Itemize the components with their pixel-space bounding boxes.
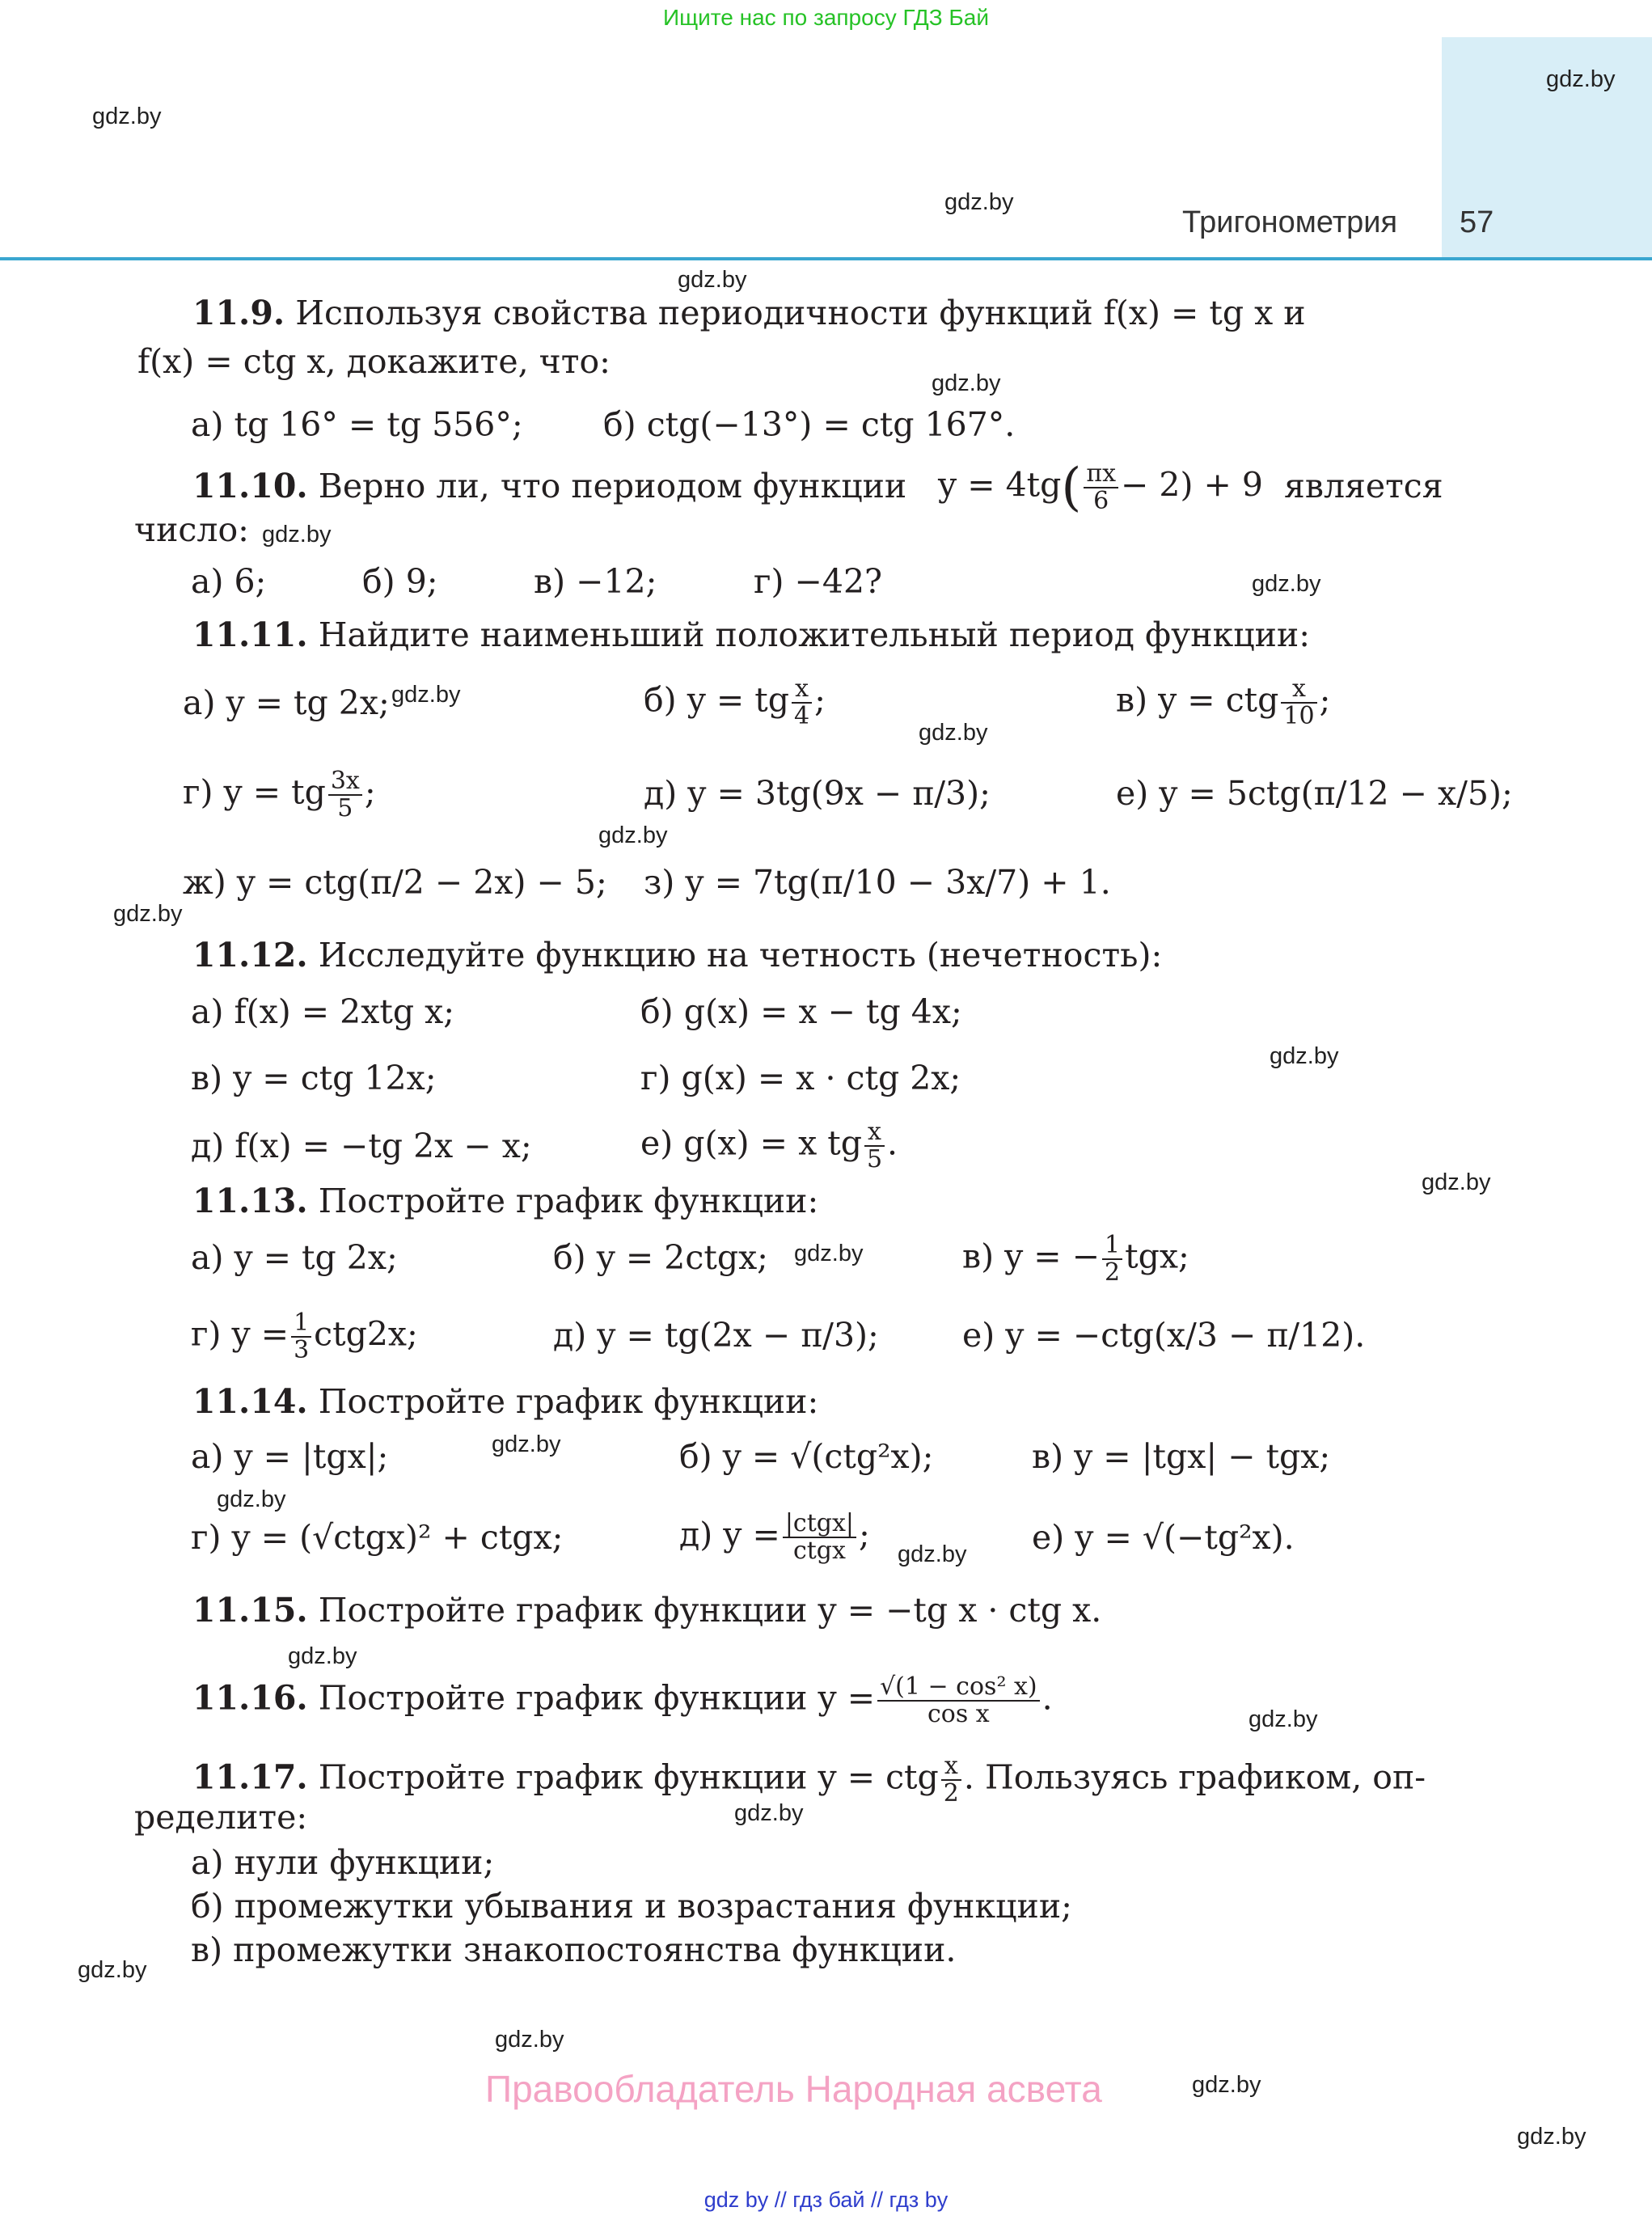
- fraction-den: 2: [1105, 1258, 1121, 1287]
- watermark: gdz.by: [1249, 1706, 1318, 1732]
- answer-e: д) f(x) = −tg 2x − x;: [191, 1127, 532, 1165]
- watermark: gdz.by: [794, 1241, 864, 1266]
- bottom-watermark: gdz by // гдз бай // гдз by: [703, 2188, 949, 2212]
- problem-number: 11.12.: [192, 936, 308, 975]
- problem-11-14: [192, 1381, 818, 1422]
- answer-a: а) y = tg 2x;: [191, 1238, 398, 1277]
- answer-b: б) g(x) = x − tg 4x;: [640, 992, 962, 1031]
- fraction: [877, 1674, 1040, 1727]
- fraction: [1281, 676, 1316, 729]
- problem-text: Исследуйте функцию на четность (нечетность):: [318, 936, 1163, 975]
- problem-number: 11.9.: [192, 294, 285, 332]
- watermark: gdz.by: [78, 1957, 147, 1983]
- answer-g: ж) y = ctg(π/2 − 2x) − 5;: [183, 863, 607, 902]
- fraction-den: 2: [943, 1779, 959, 1808]
- answer-c: в) y = ctg 12x;: [191, 1059, 437, 1097]
- answer-a: а) f(x) = 2xtg x;: [191, 992, 455, 1031]
- answer-d: г) y = (√ctgx)² + ctgx;: [191, 1518, 564, 1557]
- problem-number: 11.11.: [192, 615, 308, 654]
- problem-number: 11.16.: [192, 1678, 308, 1718]
- watermark: gdz.by: [495, 2027, 564, 2053]
- answer-c: в) промежутки знакопостоянства функции.: [191, 1930, 957, 1969]
- rights-holder: Правообладатель Народная асвета: [485, 2068, 1102, 2110]
- answer-f: е) y = √(−tg²x).: [1032, 1518, 1295, 1557]
- answer-b: б) промежутки убывания и возрастания функции;: [191, 1887, 1072, 1926]
- problem-11-9: [192, 293, 1306, 333]
- problem-text: Найдите наименьший положительный период функции:: [318, 615, 1311, 654]
- watermark: gdz.by: [598, 822, 668, 848]
- answer-text: г) y =: [191, 1314, 289, 1354]
- problem-number: 11.10.: [192, 467, 308, 505]
- answer-b: б) y = tg $\frac{x}{4}$ ;: [644, 674, 826, 730]
- fraction: [792, 676, 812, 729]
- fraction: [291, 1310, 311, 1364]
- fraction: [1084, 461, 1118, 514]
- watermark: gdz.by: [932, 370, 1001, 396]
- fraction-num: x: [1281, 676, 1316, 704]
- answer-c: в) y = |tgx| − tgx;: [1032, 1437, 1331, 1476]
- top-banner: Ищите нас по запросу ГДЗ Бай: [662, 5, 990, 30]
- section-title: Тригонометрия: [1182, 205, 1398, 239]
- problem-text: ределите:: [134, 1798, 308, 1837]
- problem-text: Постройте график функции y =: [318, 1678, 876, 1718]
- problem-text: Используя свойства периодичности функций f(x) = tg x и: [295, 294, 1306, 332]
- problem-11-16: 11.16. Постройте график функции y = $\frac{\text{√(1 − cos² x)}}{\text{cos x}}$ .: [192, 1672, 1053, 1728]
- answer-a: а) tg 16° = tg 556°;: [191, 405, 523, 444]
- answer-text: в) y = ctg: [1116, 680, 1279, 720]
- fraction-num: 3x: [328, 768, 362, 796]
- fraction-den: 3: [294, 1336, 310, 1364]
- problem-text: число:: [134, 510, 249, 549]
- fraction-num: 1: [1102, 1233, 1122, 1260]
- watermark: gdz.by: [944, 189, 1014, 215]
- fraction-num: πx: [1084, 461, 1118, 488]
- watermark: gdz.by: [1517, 2124, 1587, 2150]
- answer-c: [962, 1233, 1189, 1286]
- problem-11-10: [192, 466, 906, 506]
- watermark: gdz.by: [919, 720, 988, 746]
- fraction: [328, 768, 362, 822]
- fraction-den: 4: [794, 702, 810, 730]
- watermark: gdz.by: [1192, 2072, 1261, 2098]
- watermark: gdz.by: [1270, 1043, 1339, 1069]
- watermark: gdz.by: [288, 1643, 357, 1669]
- problem-11-11: [192, 615, 1310, 655]
- fraction: [941, 1753, 961, 1807]
- answer-text: ctg2x;: [314, 1314, 418, 1354]
- fraction-den: cos x: [927, 1700, 990, 1728]
- problem-text: Постройте график функции:: [318, 1382, 819, 1421]
- problem-text: Верно ли, что периодом функции: [318, 467, 907, 505]
- answer-f: е) y = −ctg(x/3 − π/12).: [962, 1316, 1366, 1355]
- watermark: gdz.by: [1546, 66, 1616, 92]
- answer-d: [191, 1310, 418, 1364]
- problem-text: f(x) = ctg x, докажите, что:: [137, 342, 611, 381]
- answer-a: а) 6;: [191, 562, 267, 601]
- answer-e: д) y = $\frac{\text{|ctgx|}}{\text{ctgx}}$ ;: [679, 1509, 870, 1565]
- answer-a: а) y = |tgx|;: [191, 1437, 389, 1476]
- problem-text: Постройте график функции y = −tg x · ctg x.: [318, 1591, 1102, 1630]
- answer-f: е) y = 5ctg(π/12 − x/5);: [1116, 774, 1513, 813]
- answer-e: д) y = 3tg(9x − π/3);: [644, 774, 991, 813]
- fraction: [783, 1511, 856, 1564]
- watermark: gdz.by: [734, 1800, 804, 1826]
- watermark: gdz.by: [678, 267, 747, 293]
- problem-text: . Пользуясь графиком, оп-: [963, 1757, 1426, 1797]
- answer-c: в) y = ctg $\frac{x}{10}$ ;: [1116, 674, 1331, 730]
- answer-text: г) y = tg: [183, 772, 326, 812]
- watermark: gdz.by: [898, 1541, 967, 1567]
- problem-text: Постройте график функции y = ctg: [318, 1757, 939, 1797]
- answer-text: б) y = tg: [644, 680, 790, 720]
- watermark: gdz.by: [492, 1431, 561, 1457]
- watermark: gdz.by: [1422, 1169, 1491, 1195]
- fraction-num: x: [941, 1753, 961, 1781]
- answer-a: а) y = tg 2x;: [183, 683, 390, 722]
- problem-number: 11.15.: [192, 1591, 308, 1630]
- answer-h: з) y = 7tg(π/10 − 3x/7) + 1.: [644, 863, 1111, 902]
- fraction: [864, 1119, 885, 1173]
- answer-b: б) y = √(ctg²x);: [679, 1437, 934, 1476]
- answer-d: г) g(x) = x · ctg 2x;: [640, 1059, 961, 1097]
- fraction-den: 10: [1283, 702, 1315, 730]
- answer-e: д) y = tg(2x − π/3);: [553, 1316, 879, 1355]
- problem-number: 11.13.: [192, 1182, 308, 1220]
- answer-b: б) y = 2ctgx;: [553, 1238, 768, 1277]
- fraction-den: 6: [1093, 487, 1109, 515]
- answer-b: б) 9;: [362, 562, 438, 601]
- problem-number: 11.14.: [192, 1382, 308, 1421]
- answer-d: г) y = tg $\frac{3x}{5}$ ;: [183, 767, 376, 822]
- watermark: gdz.by: [217, 1486, 286, 1512]
- fraction-den: ctgx: [792, 1537, 846, 1565]
- watermark: gdz.by: [391, 682, 461, 708]
- answer-a: а) нули функции;: [191, 1843, 495, 1882]
- formula-right: − 2) + 9: [1121, 465, 1263, 505]
- watermark: gdz.by: [1252, 571, 1321, 597]
- answer-text: д) y =: [679, 1515, 780, 1554]
- answer-text: в) y = −: [962, 1237, 1101, 1276]
- fraction-den: 5: [866, 1145, 883, 1173]
- fraction-num: 1: [291, 1310, 311, 1338]
- watermark: gdz.by: [113, 901, 183, 927]
- problem-text: является: [1284, 467, 1443, 505]
- problem-11-13: [192, 1181, 818, 1221]
- fraction-num: x: [864, 1119, 885, 1147]
- problem-number: 11.17.: [192, 1757, 308, 1797]
- fraction-num: √(1 − cos² x): [877, 1674, 1040, 1702]
- answer-text: tgx;: [1125, 1237, 1189, 1276]
- header-rule: [0, 257, 1652, 260]
- watermark: gdz.by: [262, 522, 332, 548]
- fraction-den: 5: [337, 794, 353, 822]
- problem-11-15: [192, 1590, 1101, 1630]
- problem-text: Постройте график функции:: [318, 1182, 819, 1220]
- paren-open: (: [1061, 458, 1082, 518]
- answer-d: г) −42?: [754, 562, 883, 601]
- answer-text: е) g(x) = x tg: [640, 1123, 862, 1163]
- fraction-num: |ctgx|: [783, 1511, 856, 1538]
- answer-b: б) ctg(−13°) = ctg 167°.: [603, 405, 1016, 444]
- problem-11-12: [192, 935, 1162, 975]
- fraction: [1102, 1233, 1122, 1286]
- page-number: 57: [1460, 205, 1494, 239]
- problem-11-17: [192, 1753, 1426, 1807]
- formula-11-10: [938, 458, 1263, 518]
- fraction-num: x: [792, 676, 812, 704]
- formula-left: y = 4tg: [938, 465, 1062, 505]
- answer-c: в) −12;: [534, 562, 657, 601]
- watermark: gdz.by: [92, 104, 162, 129]
- answer-f: е) g(x) = x tg $\frac{x}{5}$ .: [640, 1118, 898, 1173]
